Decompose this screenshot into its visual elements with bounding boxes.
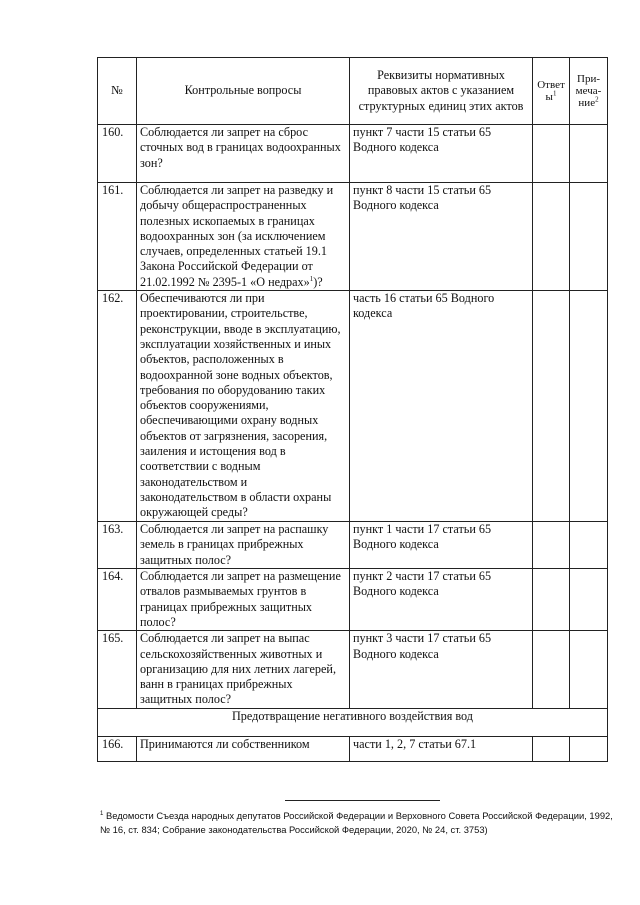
row-number: 166. — [98, 736, 137, 761]
row-answer-cell[interactable] — [533, 291, 570, 522]
row-answer-cell[interactable] — [533, 125, 570, 183]
row-question — [137, 183, 350, 291]
footnote-text: Ведомости Съезда народных депутатов Российской Федерации и Верховного Совета Российской Федерации, 1992, № 16, ст. 834; Собрание законодательства Российской Федерации, 2020, № 24, ст. 3753) — [100, 810, 613, 835]
header-questions: Контрольные вопросы — [137, 58, 350, 125]
control-questions-table — [97, 57, 608, 762]
header-note-text: При-меча-ние — [575, 73, 602, 109]
table-row — [98, 631, 608, 708]
row-reference: пункт 3 части 17 статьи 65 Водного кодекса — [350, 631, 533, 708]
row-note-cell[interactable] — [570, 125, 608, 183]
header-answer — [533, 58, 570, 125]
row-reference: части 1, 2, 7 статьи 67.1 — [350, 736, 533, 761]
row-note-cell[interactable] — [570, 183, 608, 291]
row-number: 162. — [98, 291, 137, 522]
row-reference: часть 16 статьи 65 Водного кодекса — [350, 291, 533, 522]
header-number: № — [98, 58, 137, 125]
row-number: 165. — [98, 631, 137, 708]
section-header-row — [98, 708, 608, 736]
row-question: Соблюдается ли запрет на распашку земель в границах прибрежных защитных полос? — [137, 522, 350, 569]
row-note-cell[interactable] — [570, 569, 608, 631]
row-note-cell[interactable] — [570, 291, 608, 522]
row-question: Принимаются ли собственником — [137, 736, 350, 761]
row-answer-cell[interactable] — [533, 522, 570, 569]
header-answer-text: Ответ ы — [537, 79, 565, 103]
row-answer-cell[interactable] — [533, 631, 570, 708]
row-number: 164. — [98, 569, 137, 631]
row-answer-cell[interactable] — [533, 183, 570, 291]
row-reference: пункт 7 части 15 статьи 65 Водного кодекса — [350, 125, 533, 183]
row-question-text: Соблюдается ли запрет на разведку и добычу общераспространенных полезных ископаемых в границах водоохранных зон (за исключением случаев, определенных статьей 19.1 Закона Российской Федерации от 21.02.1992 № 2395-1 «О недрах» — [140, 183, 334, 289]
row-reference: пункт 8 части 15 статьи 65 Водного кодекса — [350, 183, 533, 291]
row-reference: пункт 1 части 17 статьи 65 Водного кодекса — [350, 522, 533, 569]
row-question: Обеспечиваются ли при проектировании, строительстве, реконструкции, вводе в эксплуатацию, эксплуатации хозяйственных и иных объектов, расположенных в водоохранной зоне водных объектов, требования по оборудованию таких объектов сооружениями, обеспечивающими охрану водных объектов от загрязнения, засорения, заиления и истощения вод в соответствии с водным законодательством и законодательством в области охраны окружающей среды? — [137, 291, 350, 522]
row-answer-cell[interactable] — [533, 569, 570, 631]
header-requisites — [350, 58, 533, 125]
header-note — [570, 58, 608, 125]
table-row — [98, 736, 608, 761]
row-note-cell[interactable] — [570, 631, 608, 708]
row-question: Соблюдается ли запрет на сброс сточных вод в границах водоохранных зон? — [137, 125, 350, 183]
table-row — [98, 522, 608, 569]
header-answer-footnote-ref: 1 — [552, 89, 557, 98]
row-number: 160. — [98, 125, 137, 183]
footnote — [100, 809, 620, 837]
row-number: 163. — [98, 522, 137, 569]
row-note-cell[interactable] — [570, 522, 608, 569]
row-reference: пункт 2 части 17 статьи 65 Водного кодекса — [350, 569, 533, 631]
row-answer-cell[interactable] — [533, 736, 570, 761]
section-title: Предотвращение негативного воздействия вод — [98, 708, 608, 736]
row-number: 161. — [98, 183, 137, 291]
table-row — [98, 291, 608, 522]
table-header-row — [98, 58, 608, 125]
header-note-footnote-ref: 2 — [595, 95, 599, 104]
header-requisites-text: Реквизиты нормативных правовых актов с указанием структурных единиц этих актов — [358, 68, 524, 113]
row-question-end: )? — [313, 274, 323, 289]
row-question: Соблюдается ли запрет на размещение отвалов размываемых грунтов в границах прибрежных защитных полос? — [137, 569, 350, 631]
table-row — [98, 125, 608, 183]
table-row — [98, 183, 608, 291]
row-question: Соблюдается ли запрет на выпас сельскохозяйственных животных и организацию для них летних лагерей, ванн в границах прибрежных защитных полос? — [137, 631, 350, 708]
footnote-marker: 1 — [100, 810, 104, 817]
table-row — [98, 569, 608, 631]
footnote-divider — [285, 800, 440, 801]
footnote-ref: 1 — [309, 274, 314, 283]
row-note-cell[interactable] — [570, 736, 608, 761]
